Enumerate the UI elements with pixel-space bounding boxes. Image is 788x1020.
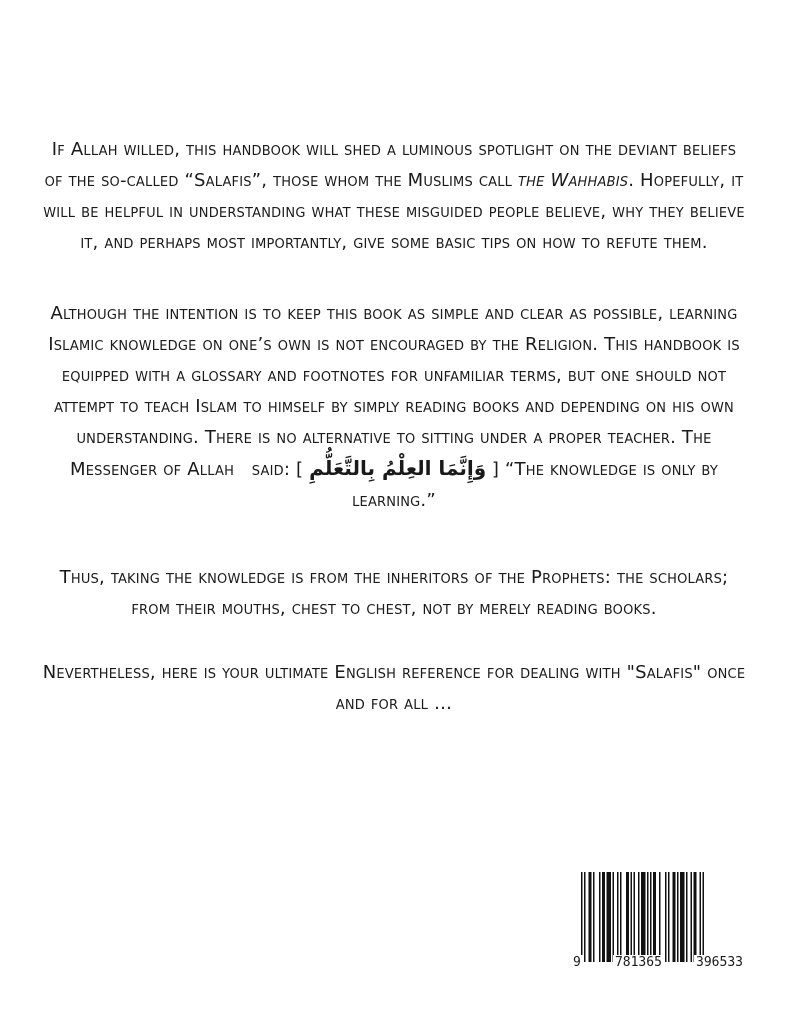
paragraph-intro-text-a: If Allah willed, this handbook will shed a luminous spotlight on the deviant beliefs of the so-called “Salafis”, those whom the Muslims call	[44, 139, 737, 191]
barcode-bar	[647, 872, 649, 962]
barcode-bar	[677, 872, 679, 962]
barcode-bar	[665, 872, 667, 962]
paragraph-intro-text-b: . Hopefully, it will be helpful in understanding what these misguided people believe, why they believe it, and perhaps most importantly, give some basic tips on how to refute them.	[43, 170, 745, 253]
barcode-bar	[653, 872, 656, 962]
barcode-bar	[602, 872, 605, 962]
paragraph-learning	[40, 298, 748, 516]
barcode-bar	[680, 872, 685, 962]
barcode-bar	[638, 872, 640, 962]
barcode-bar	[581, 872, 583, 962]
barcode-bar	[700, 872, 702, 962]
isbn-barcode	[567, 866, 749, 974]
barcode-bar	[694, 872, 697, 962]
barcode-bar	[659, 872, 661, 962]
barcode-bar	[673, 872, 676, 962]
barcode-bar	[631, 872, 633, 962]
barcode-bar	[593, 872, 595, 962]
barcode-bar	[703, 872, 705, 962]
arabic-hadith: وَإِنَّمَا العِلْمُ بِالتَّعَلُّمِ	[309, 456, 487, 480]
barcode-group-1: 781365	[614, 954, 662, 970]
paragraph-scholars: Thus, taking the knowledge is from the inheritors of the Prophets: the scholars; from their mouths, chest to chest, not by merely reading books.	[59, 567, 729, 619]
paragraph-closing: Nevertheless, here is your ultimate English reference for dealing with "Salafis" once and for all …	[42, 662, 746, 714]
barcode-bar	[650, 872, 652, 962]
barcode-bar	[599, 872, 601, 962]
barcode-bar	[607, 872, 612, 962]
barcode-bar	[686, 872, 688, 962]
barcode-bar	[668, 872, 670, 962]
paragraph-intro	[40, 134, 748, 258]
barcode-bar	[613, 872, 615, 962]
barcode-bar	[584, 872, 586, 962]
barcode-bar	[634, 872, 636, 962]
barcode-first-digit: 9	[573, 954, 581, 970]
barcode-bar	[641, 872, 646, 962]
paragraph-learning-text-a: Although the intention is to keep this book as simple and clear as possible, learning Islamic knowledge on one’s own is not encouraged by the Religion. This handbook is equipped with a glossary and footnotes for unfamiliar terms, but one should not attempt to teach Islam to himself by simply reading books and depending on his own understanding. There is no alternative to sitting under a proper teacher. The Messenger of Allah said: [	[48, 303, 740, 480]
barcode-bar	[691, 872, 693, 962]
paragraph-learning-text-b: ] “The knowledge is only by learning.”	[352, 459, 718, 511]
barcode-bar	[589, 872, 592, 962]
wahhabis-term: the Wahhabis	[518, 170, 629, 191]
barcode-digits	[567, 952, 749, 972]
barcode-bar	[617, 872, 619, 962]
barcode-group-2: 396533	[696, 954, 743, 970]
barcode-bar	[620, 872, 622, 962]
barcode-bar	[626, 872, 629, 962]
